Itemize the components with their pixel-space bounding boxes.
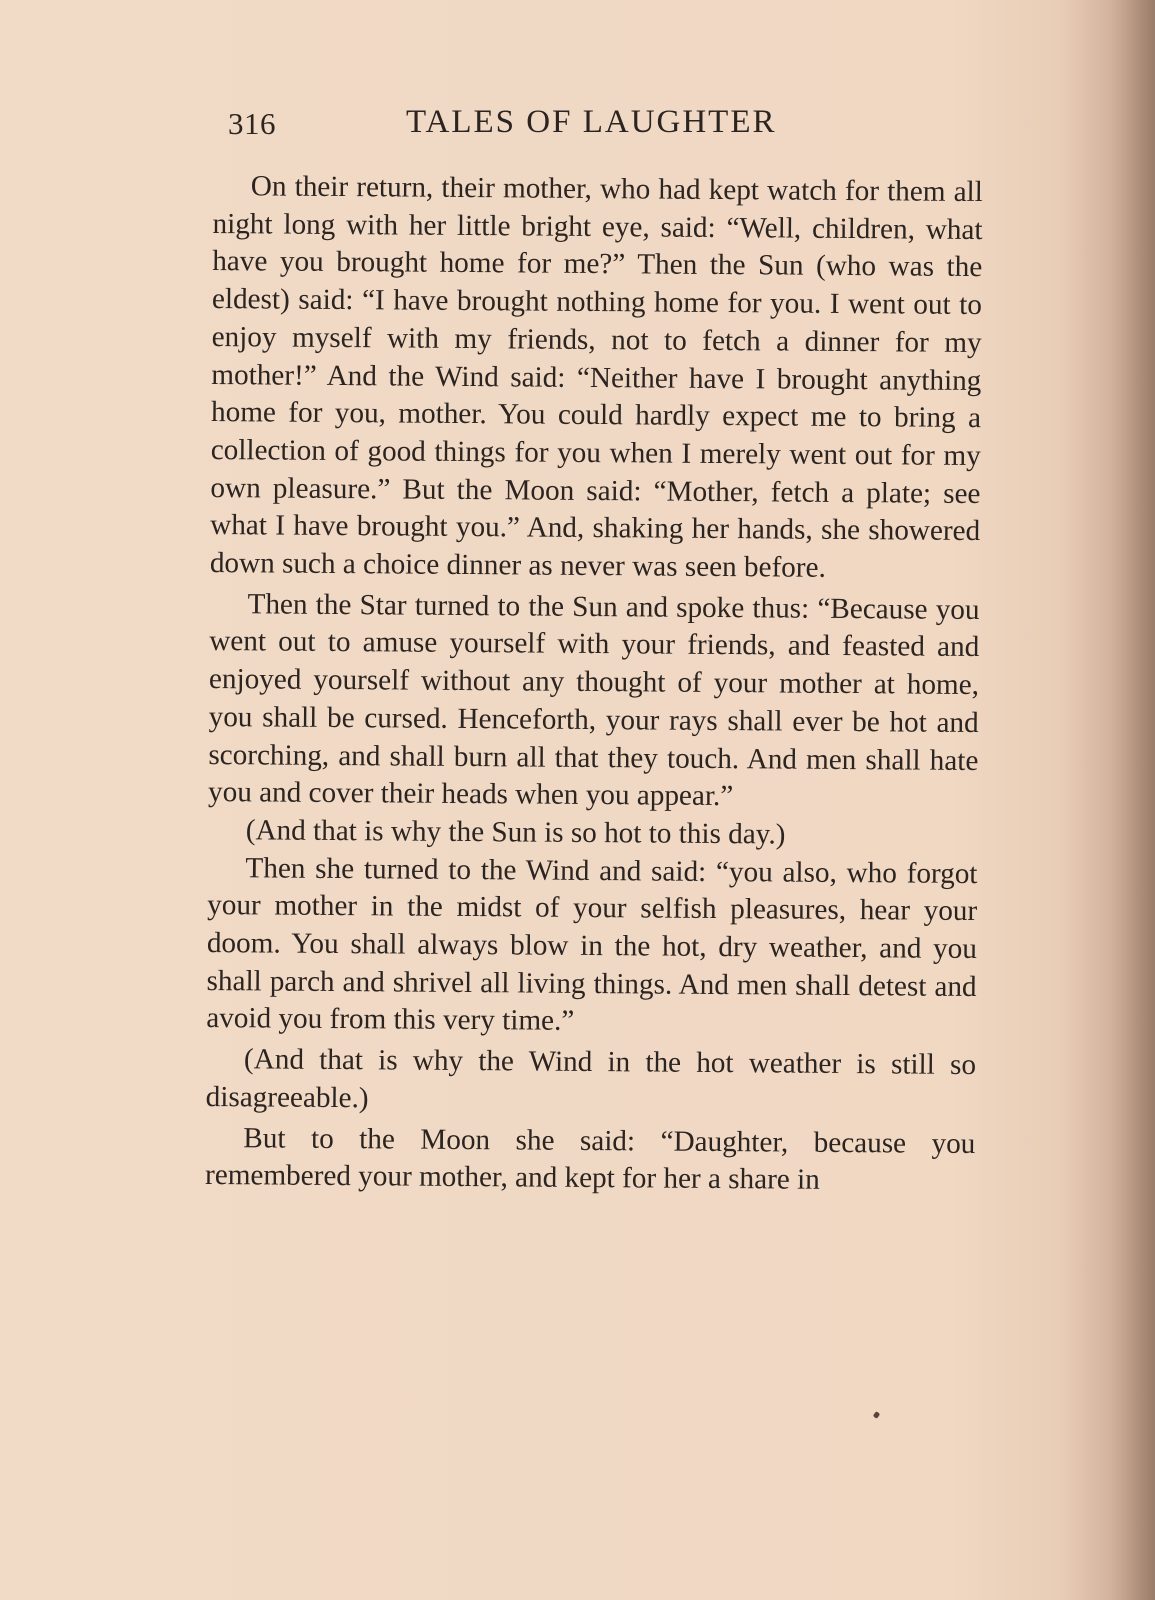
paragraph-1: On their return, their mother, who had kept watch for them all night long with her little bright eye, said: “Well, children, what have you brought home for me?” Then the Sun (who was the eldest) said: “I have brought nothing home for you. I went out to enjoy myself with my friends, not to fetch a dinner for my mother!” And the Wind said: “Neither have I brought anything home for you, mother. You could hardly expect me to bring a collection of good things for you when I merely went out for my own pleasure.” But the Moon said: “Mother, fetch a plate; see what I have brought you.” And, shaking her hands, she showered down such a choice dinner as never was seen before. [209,170,983,584]
paragraph-4: Then she turned to the Wind and said: “you also, who forgot your mother in the midst of your selfish pleasures, hear your doom. You shall always blow in the hot, dry weather, and you shall parch and shrivel all living things. And men shall detest and avoid you from this very time.” [206,851,978,1038]
paragraph-6: But to the Moon she said: “Daughter, because you remembered your mother, and kept for her a share in [204,1121,976,1197]
running-title: TALES OF LAUGHTER [406,104,777,140]
binding-shadow [1110,0,1155,1600]
page-header [228,104,818,154]
page-number: 316 [228,106,276,141]
ink-speck [873,1411,881,1419]
paragraph-5: (And that is why the Wind in the hot weather is still so disagreeable.) [205,1043,977,1115]
body-text [205,168,983,1204]
paragraph-3: (And that is why the Sun is so hot to this day.) [245,814,786,851]
paragraph-2: Then the Star turned to the Sun and spoke thus: “Because you went out to amuse yourself with your friends, and feasted and enjoyed yourself without any thought of your mother at home, you shall be cursed. Henceforth, your rays shall ever be hot and scorching, and shall burn all that they touch. And men shall hate you and cover their heads when you appear.” [207,588,980,813]
